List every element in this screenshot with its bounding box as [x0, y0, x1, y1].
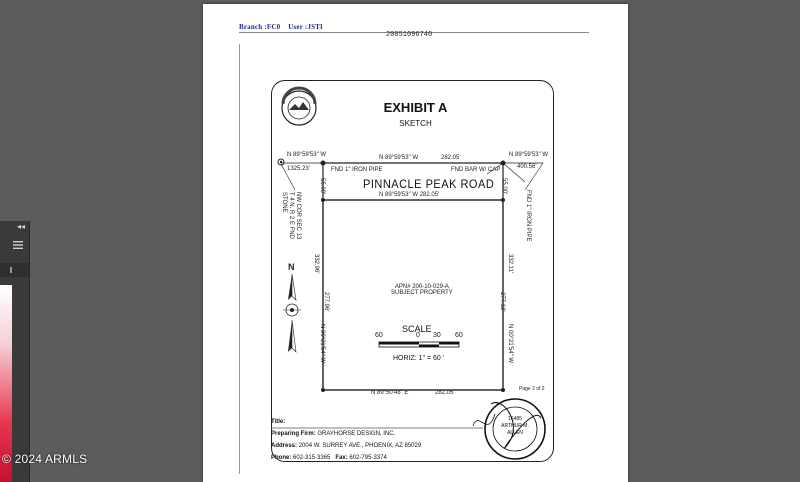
exhibit-title: EXHIBIT A [383, 100, 448, 115]
bearing-top: N 89°59'53" W [379, 155, 419, 161]
north-label: N [288, 262, 295, 272]
scale-tick-2: 0 [416, 332, 420, 339]
fnd-iron-pipe-right: FND 1" IRON PIPE [525, 190, 531, 242]
left-outer-dist: 332.96' [313, 254, 319, 274]
right-inner-dist: 277.12' [499, 292, 505, 312]
title-label: Title: [271, 419, 286, 425]
copyright-watermark: © 2024 ARMLS [2, 452, 88, 466]
scale-title: SCALE [402, 324, 432, 334]
left-top-dist: 55.00' [319, 178, 325, 195]
bearing-top-dist: 282.05' [441, 155, 461, 161]
firm-value: GRAYHORSE DESIGN, INC. [317, 431, 396, 437]
north-arrow-icon [283, 274, 301, 352]
title-block [271, 416, 421, 464]
side-panel [0, 221, 30, 482]
horizontal-scale: HORIZ: 1" = 60 ' [393, 355, 445, 362]
bearing-right: N 00°21'54" W [507, 324, 513, 364]
right-outer-dist: 332.11' [507, 254, 513, 274]
right-top-dist: 55.00' [501, 178, 507, 195]
bearing-top-left-dist: 1325.23' [287, 166, 310, 172]
fax-value: 602-795-3374 [349, 455, 387, 461]
seal-number: 16485 [508, 416, 522, 422]
fax-label: Fax: [335, 455, 348, 461]
scale-tick-1: 60 [375, 332, 383, 339]
address-label: Address: [271, 443, 298, 449]
branch-label: Branch :FC0 [239, 23, 281, 31]
document-number: 20051096740 [386, 31, 433, 39]
exhibit-subtitle: SKETCH [399, 119, 432, 128]
fnd-bar-cap: FND BAR W/ CAP [451, 167, 501, 173]
bearing-top-left: N 89°59'53" W [287, 152, 327, 158]
apn-label [391, 284, 453, 296]
collapse-panel-icon[interactable]: ◂◂ [16, 222, 25, 231]
bearing-inner-top: N 89°59'53" W 282.05' [379, 192, 440, 198]
panel-grip-icon[interactable] [0, 263, 29, 277]
fnd-iron-pipe-left: FND 1" IRON PIPE [331, 167, 383, 173]
subject-property: SUBJECT PROPERTY [391, 290, 453, 296]
document-page [203, 4, 628, 482]
nw-corner-label: NW COR SEC 13 T 4 N, R 2 E FND STONE [281, 192, 301, 240]
user-label: User :JSTI [288, 23, 323, 31]
scale-tick-4: 60 [455, 332, 463, 339]
firm-label: Preparing Firm: [271, 431, 316, 437]
seal-name-1: ARTHUR M. [501, 423, 529, 429]
bearing-bottom: N 89°50'48" E [371, 390, 409, 396]
hamburger-menu-icon[interactable] [0, 235, 29, 255]
seal-name-2: ALLEN [507, 430, 523, 436]
phone-value: 602-315-3365 [293, 455, 331, 461]
road-name: PINNACLE PEAK ROAD [363, 178, 495, 192]
left-inner-dist: 277.96' [323, 292, 329, 312]
bearing-top-right-dist: 400.56' [517, 164, 537, 170]
apn-number: APN# 200-10-029-A [394, 284, 449, 290]
scale-bar [379, 342, 459, 347]
bearing-bottom-dist: 282.05' [435, 390, 455, 396]
address-value: 2004 W. SURREY AVE., PHOENIX, AZ 85029 [298, 443, 422, 449]
bearing-left: N 00°21'54" W [319, 324, 325, 364]
bearing-top-right: N 89°59'53" W [509, 152, 549, 158]
seal-text-block [483, 396, 547, 460]
survey-sketch [203, 4, 628, 482]
phone-label: Phone: [271, 455, 292, 461]
page-indicator: Page 2 of 2 [519, 386, 545, 392]
scale-tick-3: 30 [433, 332, 441, 339]
